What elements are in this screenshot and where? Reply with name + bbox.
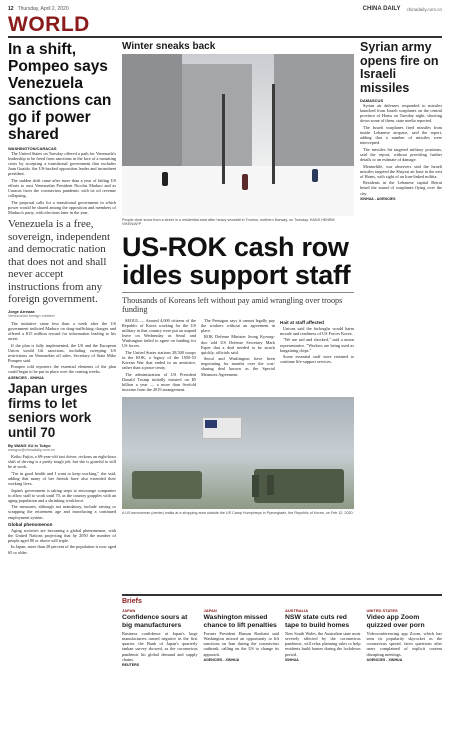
pompeo-paragraph: The proposal calls for a transitional government in which power would be shared among the opposition and members of Maduro's party, with elections later in the year. — [8, 199, 116, 216]
pompeo-paragraph: If the plan is fully implemented, the US and the European Union would lift sanctions, including sweeping US restrictions on Venezuelan oil sales, Secretary of State Mike Pompeo said. — [8, 342, 116, 363]
syria-headline[interactable]: Syrian army opens fire on Israeli missiles — [360, 40, 439, 95]
flag-shape — [202, 417, 242, 439]
briefs-label: Briefs — [122, 594, 442, 605]
japan-headline[interactable]: Japan urges firms to let seniors work until 70 — [8, 381, 92, 440]
main-column — [122, 41, 354, 516]
main-deck: Thousands of Koreans left without pay amid wrangling over troops funding — [122, 295, 343, 315]
japan-paragraph: Aging societies are becoming a global phenomenon, with the United Nations projecting that by 2050 the number of people aged 80 or above will triple. — [8, 527, 116, 543]
brief-item — [367, 608, 443, 667]
brief-text: Business confidence at Japan's large manufacturers turned negative in the first quarter, the Bank of Japan's quarterly tankan survey showed, as the coronavirus pandemic hit global demand and supply chains. — [122, 631, 198, 662]
briefs-row — [122, 608, 442, 667]
soldier-figure — [252, 475, 259, 497]
building-shape — [122, 54, 182, 174]
brief-headline[interactable]: Confidence sours at big manufacturers — [122, 614, 188, 629]
japan-body-continued — [8, 528, 116, 555]
photo-title: Winter sneaks back — [122, 41, 216, 52]
main-body-col1 — [122, 318, 196, 394]
syria-body — [360, 103, 442, 196]
brief-headline[interactable]: Video app Zoom quizzed over porn — [366, 614, 425, 629]
paper-name: CHINA DAILY — [362, 6, 401, 12]
quote-author-role: Venezuelan foreign minister — [8, 313, 55, 318]
tree-shape — [272, 84, 275, 184]
tree-shape — [222, 94, 225, 184]
pompeo-paragraph: Pompeo told reporters the essential elements of the plan could begin to be put in place over the coming weeks. — [8, 364, 116, 375]
japan-paragraph: In Japan, more than 28 percent of the population is now aged 65 or older. — [8, 544, 117, 555]
main-paragraph: SEOUL — Around 4,000 citizens of the Republic of Korea working for the US military in that country were put on unpaid leave on Wednesday as Seoul and Washington failed to agree on funding for US forces. — [122, 317, 196, 349]
pompeo-source: AGENCIES - XINHUA — [8, 376, 44, 381]
pompeo-dateline: WASHINGTON/CARACAS — [8, 146, 57, 151]
brief-source: REUTERS — [122, 662, 140, 667]
pompeo-body — [8, 151, 116, 215]
brief-source: AGENCIES - XINHUA — [366, 657, 403, 662]
issue-date: Thursday, April 2, 2020 — [17, 6, 69, 12]
brief-place: JAPAN — [203, 608, 217, 613]
soldier-photo[interactable] — [122, 397, 354, 509]
building-shape — [274, 54, 354, 172]
main-body — [122, 318, 354, 394]
pull-quote: Venezuela is a free, sovereign, independent and democratic nation that does not and shall never accept instructions from any foreign government. — [8, 218, 111, 306]
brief-text: New South Wales, the Australian state most severely affected by the coronavirus pandemic, will relax planning rules to help residents build homes during the lockdown period. — [285, 631, 361, 657]
main-paragraph: Seoul and Washington have been negotiating for months over the cost-sharing deal known as the Special Measures Agreement. — [201, 356, 275, 377]
japan-subhead: Global phenomenon — [8, 521, 53, 527]
quote-author: Jorge Arreaza — [8, 308, 35, 314]
main-headline[interactable]: US-ROK cash row idles support staff — [122, 231, 351, 290]
main-paragraph: The Pentagon says it cannot legally pay the workers without an agreement in place. — [201, 317, 275, 333]
snow-photo-caption: People clear snow from a street in a residential area after heavy snowfall in Tromso, northern Norway, on Tuesday. HANS HENRIK VIKEN/AFP — [122, 218, 336, 227]
japan-byline: By WANG XU in Tokyo — [8, 443, 51, 448]
brief-item — [122, 608, 198, 667]
vehicle-shape — [132, 471, 202, 499]
person-figure — [162, 172, 168, 186]
japan-paragraph: Japan's government is taking steps to encourage companies to allow staff to work until 70, as the country grapples with an aging population and a shrinking workforce. — [8, 487, 116, 503]
main-subhead: Hait at staff affected — [280, 319, 324, 325]
building-shape — [182, 64, 252, 169]
top-rule — [8, 36, 442, 38]
snow-ground — [122, 166, 354, 216]
pompeo-paragraph: The sudden shift came after more than a year of failing US efforts to oust Venezuelan President Nicolas Maduro and as Caracas faces the coronavirus pandemic with its oil revenue collapsing. — [8, 177, 116, 199]
brief-source: AGENCIES - XINHUA — [203, 657, 240, 662]
main-paragraph: "We are sad and shocked," said a union representative. "Workers are being used as bargaining chips." — [280, 337, 354, 353]
soldier-photo-caption: A US serviceman (center) walks at a shopping area outside the US Camp Humphreys in Pyeongtaek, the Republic of Korea, on Feb 12, 2020. — [122, 511, 354, 516]
page-number: 12 — [8, 6, 14, 12]
brief-place: UNITED STATES — [366, 608, 398, 613]
main-paragraph: Unions said the furloughs would harm morale and readiness of US Forces Korea. — [280, 325, 354, 336]
person-figure — [242, 174, 248, 190]
brief-headline[interactable]: NSW state cuts red tape to build homes — [285, 614, 350, 629]
japan-paragraph: The measures, although not mandatory, include raising or scrapping the retirement age and introducing a continued employment system. — [8, 504, 116, 520]
main-paragraph: Some essential staff were retained to continue life-support services. — [280, 354, 354, 365]
pompeo-headline[interactable]: In a shift, Pompeo says Venezuela sanctions can go if power shared — [8, 41, 112, 143]
main-paragraph: ROK Defense Minister Jeong Kyeong-doo told US Defense Secretary Mark Esper that a deal needed to be struck quickly, officials said. — [201, 334, 275, 355]
syria-dateline: DAMASCUS — [360, 98, 384, 103]
syria-paragraph: Syrian air defenses responded to missiles launched from Israeli warplanes on the central province of Homs on Tuesday night, shooting down some of them, state media reported. — [360, 103, 442, 124]
syria-paragraph: The Israeli warplanes fired missiles from inside Lebanese airspace, said the report, adding that a number of missiles were intercepted. — [360, 124, 442, 146]
snow-photo[interactable] — [122, 54, 354, 216]
main-paragraph: The United States stations 28,500 troops in the ROK, a legacy of the 1950-53 Korean War that ended in an armistice, rather than a peace treaty. — [122, 349, 196, 370]
japan-byline-email[interactable]: wangxu@chinadaily.com.cn — [8, 448, 55, 452]
brief-item — [285, 608, 361, 667]
syria-paragraph: Residents in the Lebanese capital Beirut heard the sound of warplanes flying over the city. — [360, 180, 442, 196]
japan-body — [8, 454, 116, 520]
briefs-section — [122, 594, 442, 667]
main-body-col2 — [201, 318, 275, 394]
website: chinadaily.com.cn — [406, 6, 442, 12]
pompeo-body-continued — [8, 321, 116, 375]
brief-place: AUSTRALIA — [285, 608, 309, 613]
syria-paragraph: The missiles hit targeted military positions, said the report, without providing further details or an estimate of damage. — [360, 146, 442, 162]
syria-paragraph: Meanwhile, war observers said the Israeli missiles targeted the Shayrat air base in the east of Homs, with sight of an Iran-linked militia. — [360, 163, 443, 179]
syria-story — [360, 41, 442, 201]
pompeo-paragraph: The United States on Tuesday offered a path for Venezuela's leadership to be freed from sanctions in the face of a mounting crisis by accepting a transitional government that excludes Juan Guaido, the US-backed opposition leader and incumbent president. — [8, 151, 116, 177]
japan-paragraph: Keiko Fujita, a 69-year-old taxi driver, reckons an eight-hour shift of driving is a pretty tough job, but she is grateful to still be at work. — [8, 454, 116, 470]
japan-story — [8, 382, 116, 556]
brief-headline[interactable]: Washington missed chance to lift penalties — [203, 614, 277, 629]
brief-text: Videoconferencing app Zoom, which has seen its popularity skyrocket as the coronavirus spread, faces questions after users complained of explicit content disrupting meetings. — [366, 631, 442, 657]
brief-source: XINHUA — [285, 657, 299, 662]
main-body-col3 — [280, 318, 354, 394]
brief-item — [204, 608, 280, 667]
divider — [122, 292, 354, 293]
section-title: WORLD — [8, 13, 90, 36]
brief-place: JAPAN — [122, 608, 136, 613]
japan-paragraph: "I'm in good health and I want to keep working," she said, adding that many of her friends have also extended their working lives. — [8, 470, 116, 486]
person-figure — [312, 169, 318, 182]
pompeo-paragraph: The initiative came less than a week after the US government indicted Maduro on drug-trafficking charges and offered a $15 million reward for information leading to his arrest. — [8, 320, 116, 341]
syria-source: XINHUA - AGENCIES — [360, 197, 396, 202]
brief-text: Former President Hassan Rouhani said Washington missed an opportunity to lift sanctions on Iran during the coronavirus outbreak, calling on the US to change its approach. — [203, 631, 279, 657]
soldier-figure — [267, 475, 274, 495]
main-paragraph: The administration of US President Donald Trump initially insisted on $5 billion a year — a more than fivefold increase from the 2019 arrangement. — [122, 371, 196, 392]
pompeo-story — [8, 41, 116, 380]
